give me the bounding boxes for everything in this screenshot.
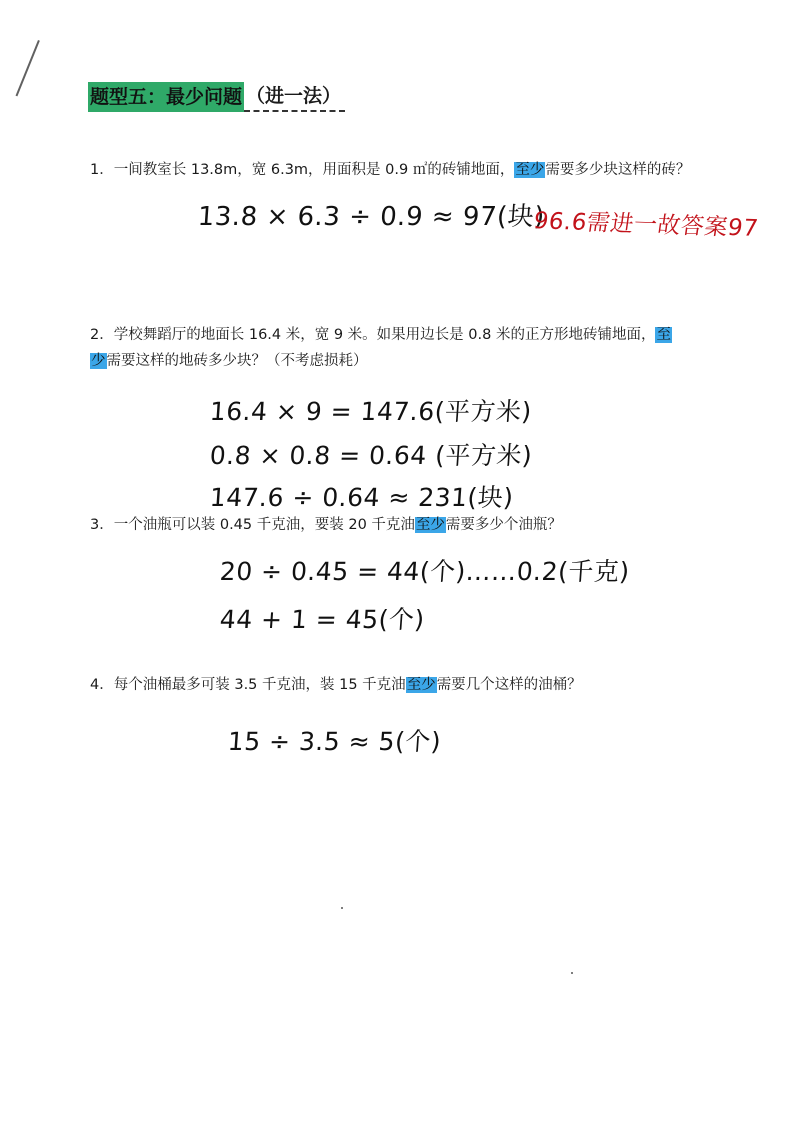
question-4-text	[90, 677, 582, 693]
question-2-line-1	[90, 322, 730, 348]
question-text-after: 需要多少块这样的砖？	[545, 162, 691, 178]
question-1-text	[90, 162, 690, 178]
answer-1-line-1: 13.8 × 6.3 ÷ 0.9 ≈ 97(块)	[196, 202, 546, 232]
question-number: 2．	[90, 327, 114, 343]
question-text-after: 需要多少个油瓶？	[445, 517, 562, 533]
scan-dot	[341, 907, 343, 909]
question-text-before: 一个油瓶可以装 0.45 千克油，要装 20 千克油	[113, 517, 415, 533]
answer-2-line-2: 0.8 × 0.8 = 0.64 (平方米)	[208, 441, 534, 470]
question-text-after: 需要这样的地砖多少块？（不考虑损耗）	[106, 353, 368, 369]
question-number: 1．	[90, 162, 114, 178]
answer-1-note: 96.6需进一故答案97	[531, 208, 760, 242]
keyword-highlight: 至少	[406, 677, 436, 693]
answer-2-line-1: 16.4 × 9 = 147.6(平方米)	[208, 397, 533, 426]
answer-3-line-2: 44 + 1 = 45(个)	[218, 605, 426, 634]
question-text-before: 学校舞蹈厅的地面长 16.4 米，宽 9 米。如果用边长是 0.8 米的正方形地砖铺地面，	[113, 327, 656, 343]
keyword-highlight: 至	[656, 327, 671, 343]
question-text-before: 一间教室长 13.8m，宽 6.3m，用面积是 0.9 ㎡的砖铺地面，	[113, 162, 515, 178]
question-3-text	[90, 517, 562, 533]
question-number: 3．	[90, 517, 114, 533]
answer-4-line-1: 15 ÷ 3.5 ≈ 5(个)	[226, 727, 443, 756]
question-1	[90, 157, 690, 183]
question-4	[90, 672, 582, 698]
question-3	[90, 512, 562, 538]
answer-3-line-1: 20 ÷ 0.45 = 44(个)……0.2(千克)	[218, 557, 631, 586]
keyword-highlight: 少	[91, 353, 106, 369]
answer-2-line-3: 147.6 ÷ 0.64 ≈ 231(块)	[208, 483, 515, 512]
section-title-main: 题型五：最少问题	[88, 82, 244, 112]
question-2-line-2	[90, 348, 730, 374]
scan-dot	[571, 972, 573, 974]
question-text-before: 每个油桶最多可装 3.5 千克油，装 15 千克油	[113, 677, 406, 693]
scan-mark	[16, 40, 40, 96]
section-title	[88, 82, 345, 112]
keyword-highlight: 至少	[515, 162, 545, 178]
question-2	[90, 322, 730, 374]
section-title-sub: （进一法）	[244, 81, 345, 112]
question-text-after: 需要几个这样的油桶？	[436, 677, 582, 693]
question-number: 4．	[90, 677, 114, 693]
keyword-highlight: 至少	[415, 517, 445, 533]
